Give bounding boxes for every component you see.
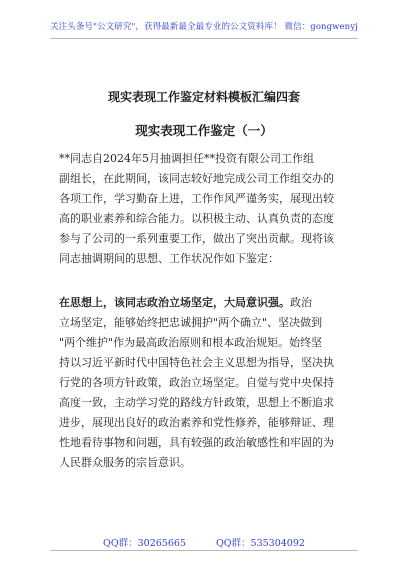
footer-contact: [0, 535, 408, 549]
paragraph-first-line: [59, 293, 351, 313]
paragraph-line: 进步，展现出良好的政治素养和党性修养，能够辩证、理: [59, 416, 334, 429]
header-note: 关注头条号"公文研究"，获得最新最全最专业的公文资料库！ 微信：gongwenyj: [50, 22, 358, 32]
paragraph-lead-tail: 政治: [290, 296, 312, 309]
footer-qq-group-1: QQ群：30265665: [103, 538, 186, 549]
paragraph-line: **同志自2024年5月抽调担任**投资有限公司工作组: [59, 152, 314, 165]
document-title: 现实表现工作鉴定材料模板汇编四套: [107, 90, 300, 104]
paragraph-line: 同志抽调期间的思想、工作状况作如下鉴定：: [59, 252, 279, 265]
paragraph-line: 人民群众服务的宗旨意识。: [59, 456, 191, 469]
paragraph-lead-heading: 在思想上，该同志政治立场坚定，大局意识强。: [59, 296, 290, 309]
paragraph-line: 高度一致，主动学习党的路线方针政策，思想上不断追求: [59, 396, 334, 409]
paragraph-line: 性地看待事物和问题，具有较强的政治敏感性和牢固的为: [59, 436, 334, 449]
paragraph-line: 高的职业素养和综合能力。以积极主动、认真负责的态度: [59, 212, 334, 225]
header-divider: [50, 38, 358, 39]
paragraph-2: [59, 293, 351, 473]
footer-divider: [50, 550, 358, 551]
paragraph-line: 持以习近平新时代中国特色社会主义思想为指导，坚决执: [59, 356, 334, 369]
paragraph-line: 立场坚定，能够始终把忠诚拥护"两个确立"、坚决做到: [59, 316, 323, 329]
paragraph-line: 副组长，在此期间，该同志较好地完成公司工作组交办的: [59, 172, 334, 185]
paragraph-line: 行党的各项方针政策，政治立场坚定。自觉与党中央保持: [59, 376, 334, 389]
paragraph-1: [59, 149, 351, 269]
footer-qq-group-2: QQ群：535304092: [215, 538, 305, 549]
paragraph-line: "两个维护"作为最高政治原则和根本政治规矩。始终坚: [59, 336, 323, 349]
section-title: 现实表现工作鉴定（一）: [135, 123, 273, 138]
paragraph-line: 各项工作，学习勤奋上进，工作作风严谨务实，展现出较: [59, 192, 334, 205]
paragraph-line: 参与了公司的一系列重要工作，做出了突出贡献。现将该: [59, 232, 334, 245]
